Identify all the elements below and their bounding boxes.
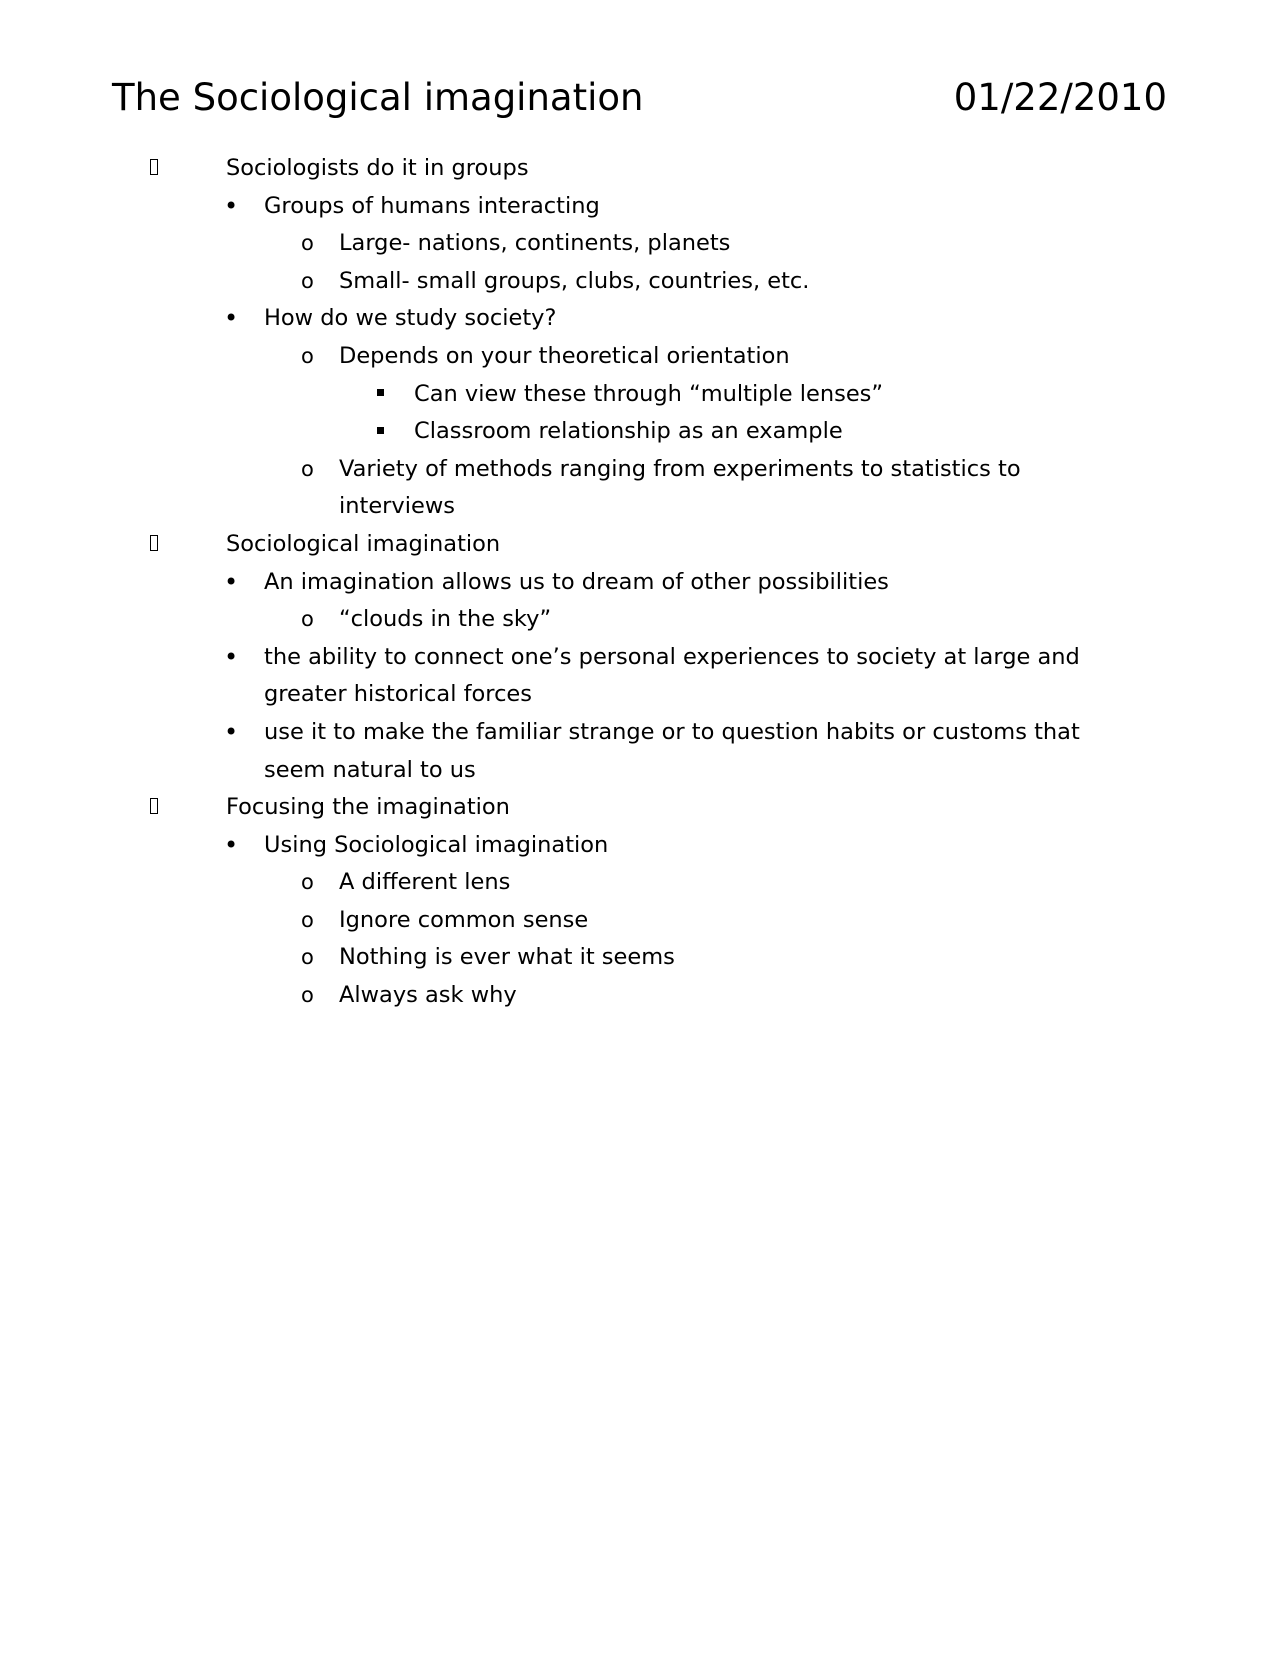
- outline-item: [0, 601, 1280, 639]
- circle-bullet-icon: o: [301, 456, 314, 481]
- outline-item: [0, 564, 1280, 602]
- bullet-icon: •: [224, 830, 239, 859]
- circle-bullet-icon: o: [301, 870, 314, 895]
- outline-item: [0, 413, 1280, 451]
- outline-item: [0, 188, 1280, 226]
- outline-item-label: How do we study society?: [264, 305, 557, 332]
- outline-item: [0, 864, 1280, 902]
- outline-item: [0, 902, 1280, 940]
- arrow-bullet-icon: [150, 526, 158, 564]
- page-date: 01/22/2010: [953, 76, 1167, 119]
- outline-item: [0, 451, 1280, 526]
- circle-bullet-icon: o: [301, 907, 314, 932]
- outline-item-label: A different lens: [339, 869, 511, 896]
- outline-item-label: Sociological imagination: [226, 530, 501, 557]
- circle-bullet-icon: o: [301, 231, 314, 256]
- outline-item-label: Sociologists do it in groups: [226, 155, 529, 181]
- page-title: The Sociological imagination: [112, 76, 644, 119]
- circle-bullet-icon: o: [301, 607, 314, 632]
- outline-item-label: Variety of methods ranging from experiments to statistics to interviews: [339, 455, 1021, 520]
- outline-item-label: the ability to connect one’s personal experiences to society at large and greater historical forces: [264, 643, 1080, 708]
- bullet-icon: •: [224, 717, 239, 746]
- outline-item: [0, 338, 1280, 376]
- outline-item-label: Classroom relationship as an example: [414, 418, 843, 445]
- bullet-icon: •: [224, 567, 239, 596]
- outline-item: [0, 639, 1280, 714]
- bullet-icon: •: [224, 642, 239, 671]
- outline-item: [0, 977, 1280, 1015]
- circle-bullet-icon: o: [301, 343, 314, 368]
- bullet-icon: •: [224, 191, 239, 220]
- outline-item-label: Focusing the imagination: [226, 794, 510, 821]
- outline-item: [0, 714, 1280, 789]
- outline-item-label: “clouds in the sky”: [339, 606, 552, 633]
- circle-bullet-icon: o: [301, 268, 314, 293]
- circle-bullet-icon: o: [301, 983, 314, 1008]
- outline-item: [0, 225, 1280, 263]
- outline-item: [0, 150, 1280, 188]
- outline-item: [0, 939, 1280, 977]
- circle-bullet-icon: o: [301, 945, 314, 970]
- outline-item-label: Small- small groups, clubs, countries, etc.: [339, 267, 810, 294]
- outline-item: [0, 827, 1280, 865]
- outline-item-label: Groups of humans interacting: [264, 192, 600, 219]
- outline-item: [0, 376, 1280, 414]
- outline-item: [0, 526, 1280, 564]
- outline-item-label: Depends on your theoretical orientation: [339, 342, 790, 369]
- notes-outline: [0, 150, 1280, 1015]
- square-bullet-icon: [377, 413, 384, 451]
- outline-item-label: An imagination allows us to dream of other possibilities: [264, 568, 889, 595]
- outline-item: [0, 263, 1280, 301]
- outline-item-label: Always ask why: [339, 982, 517, 1009]
- square-bullet-icon: [377, 376, 384, 414]
- bullet-icon: •: [224, 304, 239, 333]
- arrow-bullet-icon: [150, 789, 158, 827]
- outline-item-label: Using Sociological imagination: [264, 831, 609, 858]
- outline-item-label: Large- nations, continents, planets: [339, 230, 731, 257]
- outline-item: [0, 789, 1280, 827]
- outline-item-label: Ignore common sense: [339, 906, 589, 933]
- outline-item-label: Nothing is ever what it seems: [339, 944, 675, 971]
- outline-item-label: use it to make the familiar strange or to question habits or customs that seem natural to us: [264, 718, 1080, 783]
- outline-item: [0, 300, 1280, 338]
- arrow-bullet-icon: [150, 150, 158, 188]
- outline-item-label: Can view these through “multiple lenses”: [414, 380, 884, 407]
